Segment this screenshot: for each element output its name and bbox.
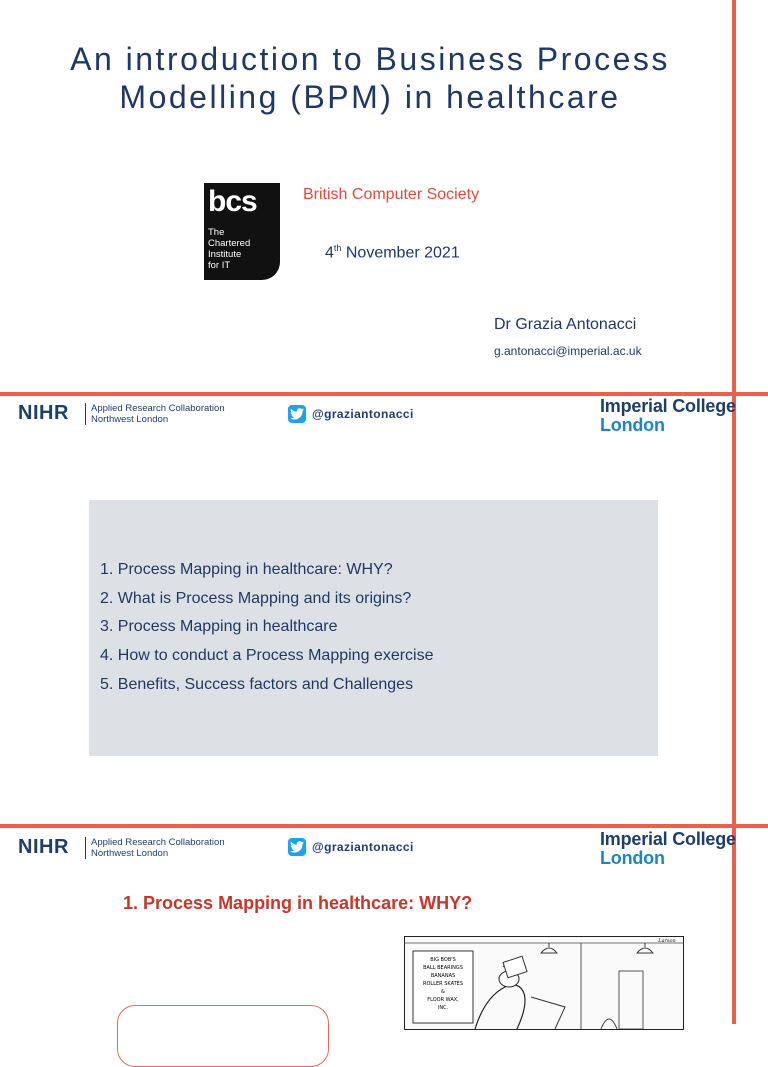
imperial-college-logo: Imperial College London xyxy=(600,396,736,435)
cartoon-illustration xyxy=(404,936,684,1030)
agenda-panel xyxy=(89,500,658,756)
svg-text:FLOOR WAX,: FLOOR WAX, xyxy=(427,997,459,1003)
slide-divider-2 xyxy=(0,824,768,828)
svg-text:INC.: INC. xyxy=(437,1005,449,1011)
presentation-date: 4th November 2021 xyxy=(325,243,460,262)
bcs-wordmark: bcs xyxy=(208,185,257,218)
imperial-college-logo: Imperial College London xyxy=(600,829,736,868)
author-name: Dr Grazia Antonacci xyxy=(494,316,637,333)
twitter-icon xyxy=(288,838,306,856)
twitter-handle: @graziantonacci xyxy=(312,840,414,854)
nihr-logo: NIHR xyxy=(18,402,69,424)
nihr-subtitle: Applied Research Collaboration Northwest London xyxy=(91,837,225,859)
section-title: 1. Process Mapping in healthcare: WHY? xyxy=(123,893,473,913)
svg-text:Larson: Larson xyxy=(658,938,676,944)
agenda-item-3: 3. Process Mapping in healthcare xyxy=(100,618,338,635)
twitter-icon xyxy=(288,405,306,423)
twitter-handle-link[interactable] xyxy=(288,837,414,857)
cartoon-drawing xyxy=(405,937,683,1029)
nihr-divider xyxy=(85,403,86,425)
svg-text:BALL BEARINGS: BALL BEARINGS xyxy=(423,965,463,971)
callout-box xyxy=(117,1005,329,1067)
svg-text:&: & xyxy=(441,989,445,995)
nihr-subtitle: Applied Research Collaboration Northwest London xyxy=(91,403,225,425)
twitter-handle: @graziantonacci xyxy=(312,407,414,421)
presentation-title: An introduction to Business Process Modelling (BPM) in healthcare xyxy=(70,41,670,115)
agenda-item-4: 4. How to conduct a Process Mapping exercise xyxy=(100,647,434,664)
twitter-handle-link[interactable] xyxy=(288,404,414,424)
author-email: g.antonacci@imperial.ac.uk xyxy=(494,344,642,358)
bcs-tagline: The Chartered Institute for IT xyxy=(208,227,251,271)
bcs-logo xyxy=(204,183,280,280)
slide-right-border xyxy=(732,0,736,1024)
organization-name: British Computer Society xyxy=(303,186,480,203)
nihr-logo: NIHR xyxy=(18,836,69,858)
agenda-item-5: 5. Benefits, Success factors and Challenges xyxy=(100,676,414,693)
agenda-item-2: 2. What is Process Mapping and its origins? xyxy=(100,590,412,607)
svg-text:BIG BOB'S: BIG BOB'S xyxy=(430,957,456,963)
svg-text:BANANAS: BANANAS xyxy=(430,973,456,979)
agenda-item-1: 1. Process Mapping in healthcare: WHY? xyxy=(100,561,393,578)
svg-text:ROLLER SKATES: ROLLER SKATES xyxy=(423,981,463,987)
nihr-divider xyxy=(85,837,86,859)
